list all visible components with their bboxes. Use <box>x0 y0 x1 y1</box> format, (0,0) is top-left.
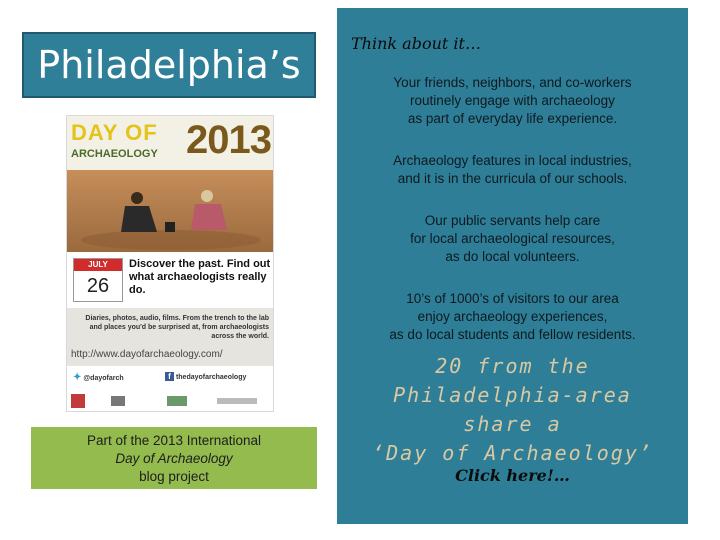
paragraph-line: as do local students and fellow residents. <box>389 327 636 342</box>
facebook-handle <box>165 372 246 381</box>
cta-line: 20 from the <box>435 354 590 378</box>
paragraph-line: Your friends, neighbors, and co-workers <box>393 75 632 90</box>
date-row <box>67 256 274 304</box>
click-here-link[interactable]: Click here!… <box>455 466 570 485</box>
sponsor-logo-icon <box>167 396 187 406</box>
cta-line: Philadelphia-area <box>393 383 632 407</box>
info-panel <box>337 8 688 524</box>
panel-heading: Think about it… <box>351 34 481 53</box>
sponsor-logo-icon <box>217 398 257 404</box>
poster-blurb: Diaries, photos, audio, films. From the trench to the lab and places you'd be surprised at, from archaeologists across the world. <box>67 308 274 366</box>
paragraph-line: for local archaeological resources, <box>410 231 615 246</box>
poster-url: http://www.dayofarchaeology.com/ <box>71 349 223 360</box>
social-row <box>67 366 274 388</box>
twitter-handle <box>73 372 124 383</box>
excavation-photo <box>67 170 274 252</box>
caption-line-3: blog project <box>139 469 209 484</box>
twitter-icon: ✦ <box>73 372 82 383</box>
excavation-photo-illustration <box>67 170 274 252</box>
paragraph-public-servants <box>345 212 680 266</box>
paragraph-line: 10’s of 1000’s of visitors to our area <box>406 291 619 306</box>
paragraph-line: routinely engage with archaeology <box>410 93 615 108</box>
poster-year: 2013 <box>186 118 271 162</box>
poster-day-of: DAY OF <box>71 120 158 145</box>
paragraph-line: and it is in the curricula of our schools. <box>397 171 628 186</box>
poster-header <box>67 116 274 170</box>
project-caption <box>31 427 317 489</box>
sponsor-logo-icon <box>111 396 125 406</box>
sponsor-logo-icon <box>71 394 85 408</box>
poster-archaeology: ARCHAEOLOGY <box>71 148 158 160</box>
paragraph-line: Archaeology features in local industries, <box>393 153 632 168</box>
day-of-archaeology-poster[interactable] <box>66 115 274 412</box>
paragraph-industries <box>345 152 680 188</box>
paragraph-line: as part of everyday life experience. <box>407 111 618 126</box>
facebook-icon: f <box>165 372 174 381</box>
call-to-action <box>337 352 688 468</box>
caption-line-1: Part of the 2013 International <box>86 433 262 448</box>
paragraph-everyday <box>345 74 680 128</box>
page-title: Philadelphia’s <box>22 32 316 98</box>
paragraph-line: enjoy archaeology experiences, <box>417 309 608 324</box>
sponsor-logos <box>67 390 274 412</box>
twitter-label: @dayofarch <box>83 375 124 382</box>
calendar-month: JULY <box>74 259 122 271</box>
paragraph-line: Our public servants help care <box>424 213 601 228</box>
calendar-day: 26 <box>86 275 110 297</box>
cta-line: share a <box>463 412 562 436</box>
facebook-label: thedayofarchaeology <box>175 374 247 381</box>
cta-line: ‘Day of Archaeology’ <box>372 441 653 465</box>
paragraph-visitors <box>345 290 680 344</box>
poster-tagline: Discover the past. Find out what archaeologists really do. <box>129 258 271 296</box>
paragraph-line: as do local volunteers. <box>445 249 580 264</box>
calendar-icon <box>73 258 123 302</box>
caption-line-2: Day of Archaeology <box>115 451 233 466</box>
